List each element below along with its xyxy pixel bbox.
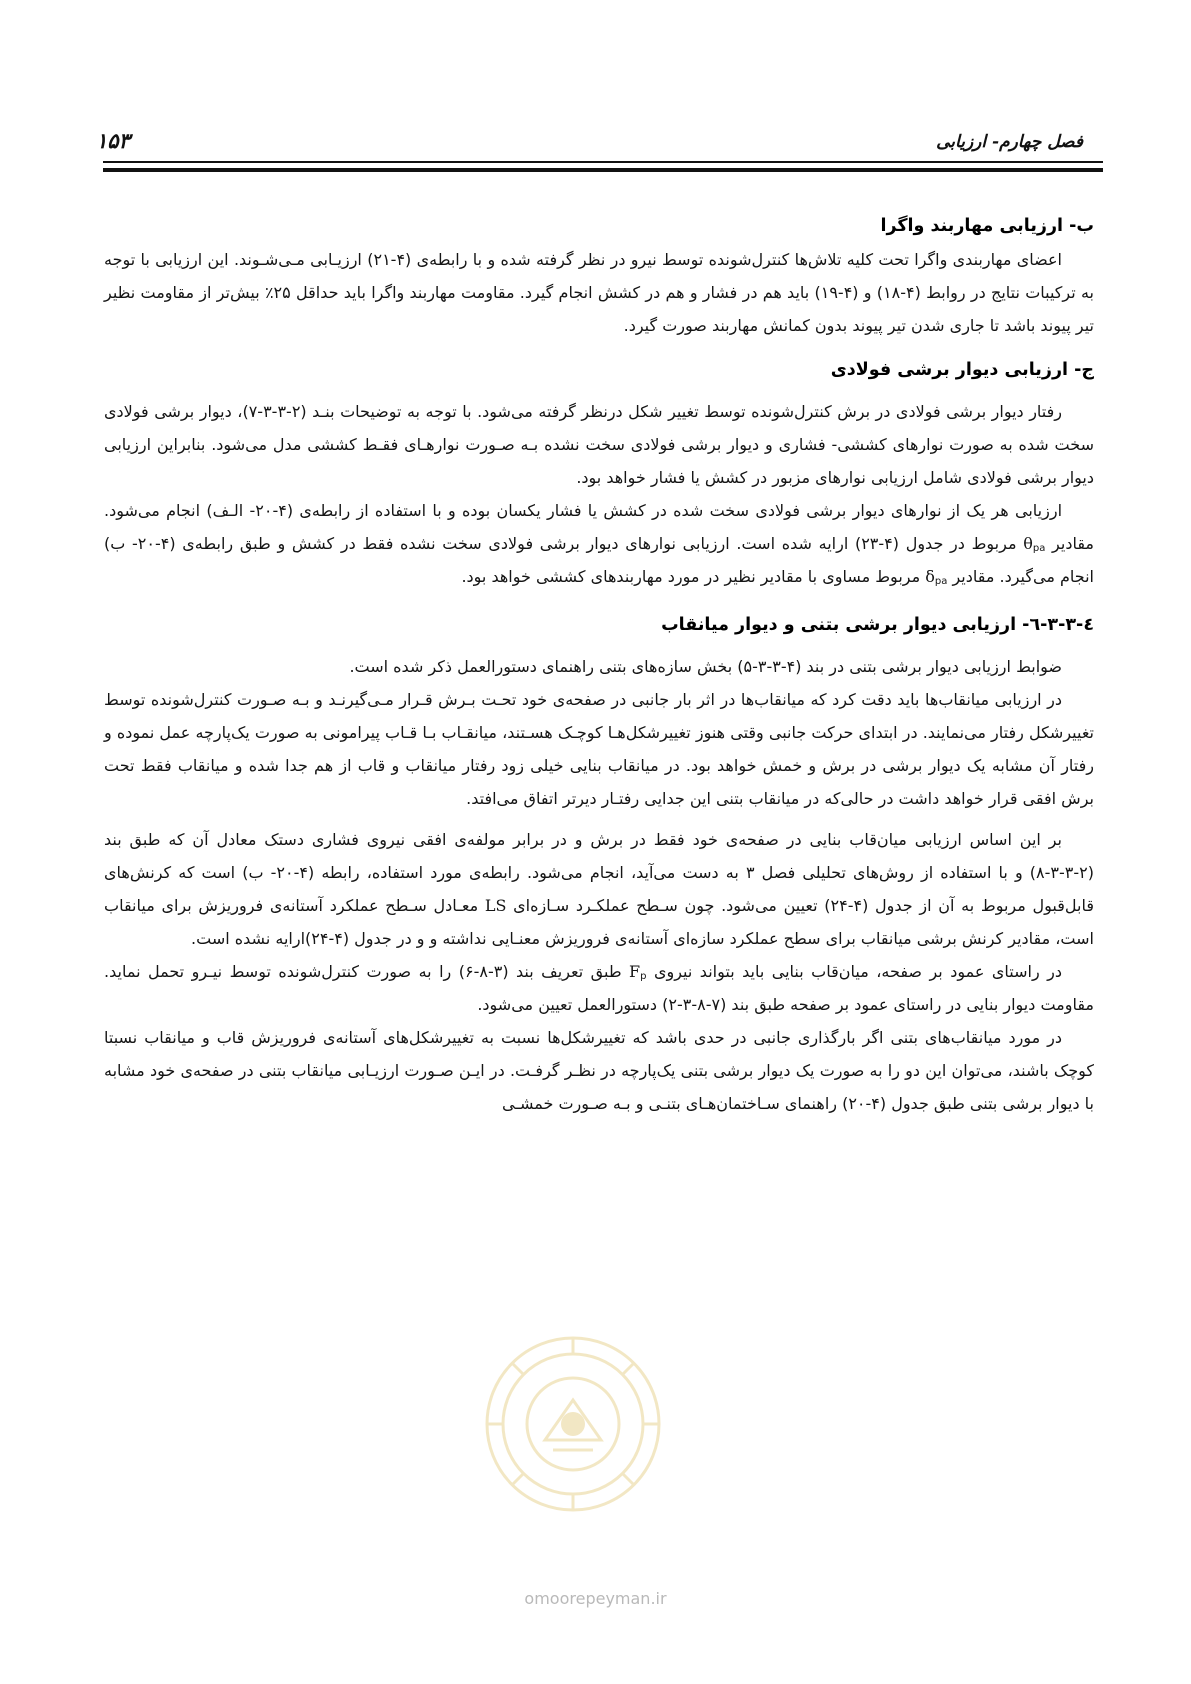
section-c-paragraph-1: رفتار دیوار برشی فولادی در برش کنترل‌شونده توسط تغییر شکل درنظر گرفته می‌شود. با توجه به توضیحات بنـد (۲-۳-۳-۷)، دیوار برشی فولادی سخت شده به صورت نوارهای کششی- فشاری و دیوار برشی فولادی سخت نشده بـه صـورت نوارهـای فقـط کششی مدل می‌شود. بنابراین ارزیابی دیوار برشی فولادی شامل ارزیابی نوارهای مزبور در کشش یا فشار خواهد بود. xyxy=(104,402,1094,487)
header-rule-thick xyxy=(103,168,1103,172)
theta-subscript: pa xyxy=(1032,543,1046,554)
fp-subscript: p xyxy=(640,971,647,982)
s4-p3-text-a: بر این اساس ارزیابی میان‌قاب بنایی در صفحه‌ی خود فقط در برش و در برابر مولفه‌ی افقی نیروی فشاری دستک معادل آن که طبق بند (۲-۳-۳-۸) و با استفاده از روش‌های تحلیلی فصل ۳ به دست می‌آید، انجام می‌شود. رابطه‌ی مورد استفاده، رابطه (۴-۲۰- ب) است که کرنش‌های قابل‌قبول مربوط به آن از جدول (۴-۲۴) تعیین می‌شود. چون سـطح عملکـرد سـازه‌ای xyxy=(104,830,1095,915)
c-p2-text-b: مربوط در جدول (۴-۲۳) ارایه شده است. ارزیابی نوارهای دیوار برشی فولادی سخت نشده فقط در کشش و طبق رابطه‌ی (۴-۲۰- ب) انجام می‌گیرد. مقادیر xyxy=(104,534,1094,586)
watermark-site-text: omoorepeyman.ir xyxy=(524,1589,667,1608)
chapter-header: فصل چهارم- ارزیابی xyxy=(936,132,1083,152)
c-p2-text-c: مربوط مساوی با مقادیر نظیر در مورد مهاربندهای کششی خواهد بود. xyxy=(461,567,926,586)
section-4-paragraph-2: در ارزیابی میانقاب‌ها باید دقت کرد که میانقاب‌ها در اثر بار جانبی در صفحه‌ی خود تحـت بـرش قـرار مـی‌گیرنـد و بـه صـورت کنترل‌شونده توسط تغییرشکل رفتار می‌نمایند. در ابتدای حرکت جانبی وقتی هنوز تغییرشکل‌هـا کوچـک هسـتند، میانقـاب بـا قـاب پیرامونی به صورت یک‌پارچه عمل نموده و رفتار آن مشابه یک دیوار برشی در برش و خمش خواهد بود. در میانقاب بنایی خیلی زود رفتار میانقاب و قاب از هم جدا شده و میانقاب فقط تحت برش افقی قرار خواهد داشت در حالی‌که در میانقاب بتنی این جدایی رفتـار دیرتر اتفاق می‌افتد. xyxy=(104,690,1094,808)
section-4-paragraph-4 xyxy=(104,955,1094,1021)
page-number: ۱۵۳ xyxy=(96,128,130,153)
section-b-heading: ب- ارزیابی مهاربند واگرا xyxy=(880,216,1094,236)
delta-subscript: pa xyxy=(934,576,948,587)
delta-symbol: δ xyxy=(925,567,935,586)
section-c-paragraph-2 xyxy=(104,494,1094,593)
section-4-paragraph-3 xyxy=(104,823,1094,955)
header-rule-thin xyxy=(103,161,1103,163)
theta-symbol: θ xyxy=(1023,534,1033,553)
fp-symbol: F xyxy=(629,962,641,981)
s4-p4-text-b: طبق تعریف بند (۳-۸-۶) را به صورت کنترل‌شونده توسط نیـرو تحمل نماید. مقاومت دیوار بنایی در راستای عمود بر صفحه طبق بند (۷-۸-۳-۲) دستورالعمل تعیین می‌شود. xyxy=(104,962,1094,1014)
ls-symbol: LS xyxy=(484,896,507,915)
s4-p3-text-b: معـادل سـطح عملکرد آستانه‌ی فروریزش برای میانقاب است، مقادیر کرنش برشی میانقاب برای سطح عملکرد سازه‌ای آستانه‌ی فروریزش معنـایی نداشته و و در جدول (۴-۲۴)ارایه نشده است. xyxy=(104,896,1094,948)
section-4-3-3-6-heading: ٤-٣-٣-٦- ارزیابی دیوار برشی بتنی و دیوار میانقاب xyxy=(661,615,1094,635)
section-4-paragraph-1: ضوابط ارزیابی دیوار برشی بتنی در بند (۴-۳-۳-۵) بخش سازه‌های بتنی راهنمای دستورالعمل ذکر شده است. xyxy=(349,657,1062,676)
section-4-paragraph-5: در مورد میانقاب‌های بتنی اگر بارگذاری جانبی در حدی باشد که تغییرشکل‌ها نسبت به تغییرشکل‌های آستانه‌ی فروریزش قاب و میانقاب نسبتا کوچک باشند، می‌توان این دو را به صورت یک دیوار برشی بتنی یک‌پارچه در نظـر گرفـت. در ایـن صـورت ارزیـابی میانقاب بتنی در صفحه‌ی خود مشابه با دیوار برشی بتنی طبق جدول (۴-۲۰) راهنمای سـاختمان‌هـای بتنـی و بـه صـورت خمشـی xyxy=(104,1028,1094,1113)
s4-p4-text-a: در راستای عمود بر صفحه، میان‌قاب بنایی باید بتواند نیروی xyxy=(646,962,1062,981)
section-b-paragraph: اعضای مهاربندی واگرا تحت کلیه تلاش‌ها کنترل‌شونده توسط نیرو در نظر گرفته شده و با رابطه‌ی (۴-۲۱) ارزیـابی مـی‌شـوند. این ارزیابی با توجه به ترکیبات نتایج در روابط (۴-۱۸) و (۴-۱۹) باید هم در فشار و هم در کشش انجام گیرد. مقاومت مهاربند واگرا باید حداقل ۲۵٪ بیش‌تر از مقاومت نظیر تیر پیوند باشد تا جاری شدن تیر پیوند بدون کمانش مهاربند صورت گیرد. xyxy=(104,250,1094,335)
c-p2-text-a: ارزیابی هر یک از نوارهای دیوار برشی فولادی سخت شده در کشش یا فشار یکسان بوده و با استفاده از رابطه‌ی (۴-۲۰- الـف) انجام می‌شود. مقادیر xyxy=(104,501,1094,553)
page-body xyxy=(104,210,1094,1120)
watermark-seal-icon xyxy=(479,1330,667,1518)
section-c-heading: ج- ارزیابی دیوار برشی فولادی xyxy=(830,360,1094,380)
